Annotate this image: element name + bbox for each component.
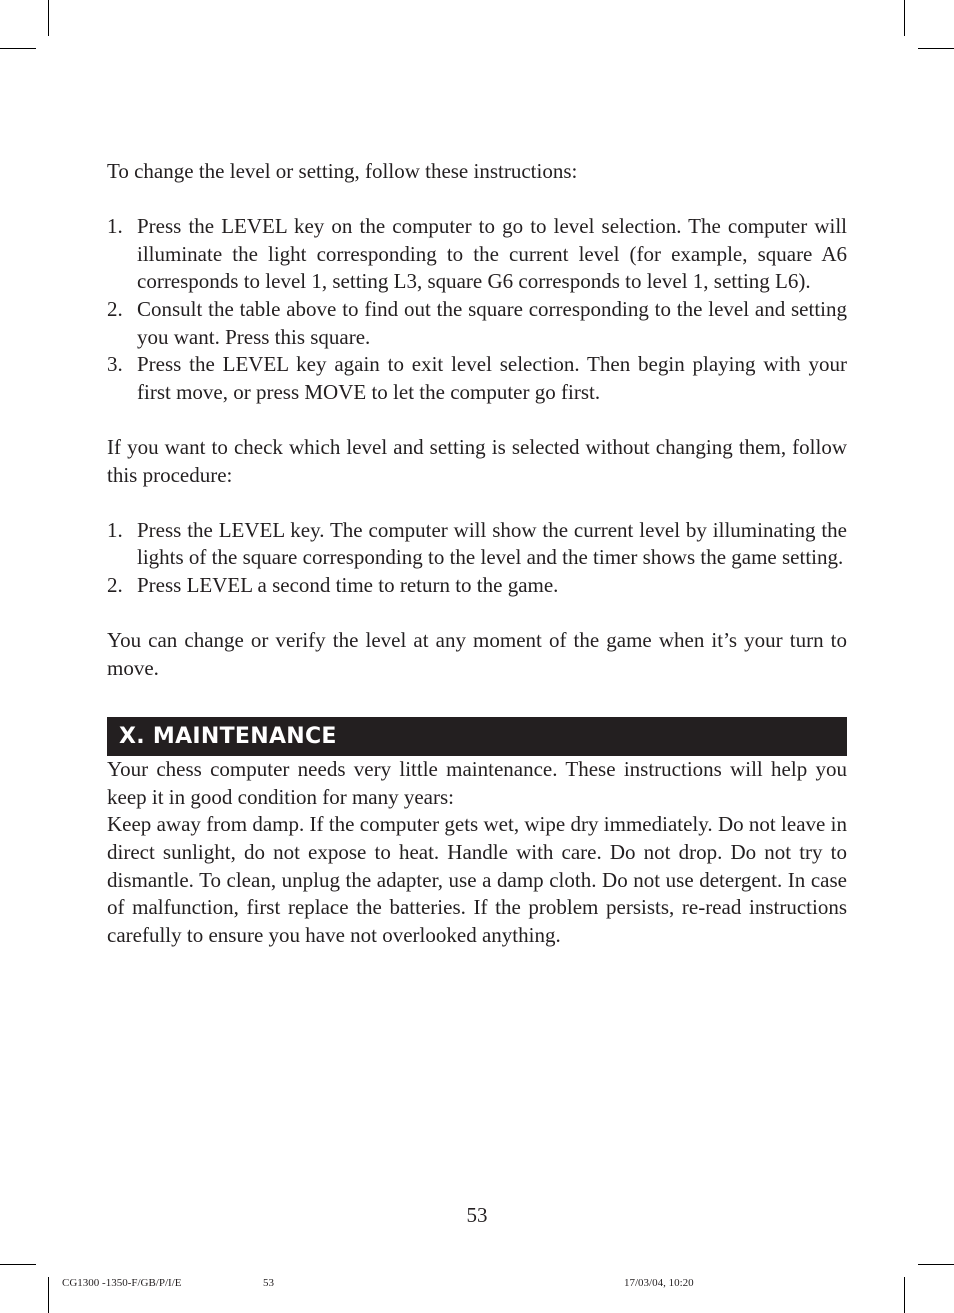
page-number: 53 bbox=[466, 1203, 488, 1227]
footer-code: CG1300 -1350-F/GB/P/I/E bbox=[62, 1277, 182, 1289]
check-intro-paragraph: If you want to check which level and setting is selected without changing them, follow this procedure: bbox=[107, 434, 847, 487]
any-moment-paragraph: You can change or verify the level at any moment of the game when it’s your turn to move. bbox=[107, 628, 847, 680]
footer-page: 53 bbox=[263, 1277, 274, 1289]
crop-mark-top-right-vertical bbox=[904, 0, 905, 36]
list-item: 1. Press the LEVEL key on the computer to go to level selection. The computer will illuminate the light corresponding to the current level (for example, square A6 corresponds to level 1, setting L3, square G6 corresponds to level 1, setting L6). bbox=[107, 214, 847, 294]
list-item: 2. Press LEVEL a second time to return to the game. bbox=[107, 572, 559, 597]
crop-mark-bottom-right-vertical bbox=[904, 1277, 905, 1313]
crop-mark-top-left-vertical bbox=[48, 0, 49, 36]
check-steps-list bbox=[107, 517, 847, 600]
intro-paragraph: To change the level or setting, follow these instructions: bbox=[107, 159, 578, 183]
crop-mark-bottom-left-horizontal bbox=[0, 1264, 36, 1265]
crop-mark-bottom-left-vertical bbox=[48, 1277, 49, 1313]
crop-mark-top-left-horizontal bbox=[0, 48, 36, 49]
list-item: 3. Press the LEVEL key again to exit level selection. Then begin playing with your first move, or press MOVE to let the computer go first. bbox=[107, 352, 847, 404]
maintenance-paragraph-1: Your chess computer needs very little maintenance. These instructions will help you keep it in good condition for many years: bbox=[107, 757, 847, 809]
crop-mark-bottom-right-horizontal bbox=[918, 1264, 954, 1265]
crop-mark-top-right-horizontal bbox=[918, 48, 954, 49]
page-content bbox=[107, 158, 847, 949]
list-item: 1. Press the LEVEL key. The computer will show the current level by illuminating the lights of the square corresponding to the level and the timer shows the game setting. bbox=[107, 517, 847, 570]
footer-datetime: 17/03/04, 10:20 bbox=[624, 1277, 694, 1289]
change-steps-list bbox=[107, 213, 847, 406]
section-heading-maintenance: X. MAINTENANCE bbox=[107, 717, 847, 756]
maintenance-paragraph-2: Keep away from damp. If the computer gets wet, wipe dry immediately. Do not leave in direct sunlight, do not expose to heat. Handle with care. Do not drop. Do not try to dismantle. To clean, unplug the adapter, use a damp cloth. Do not use detergent. In case of malfunction, first replace the batteries. If the problem persists, re-read instructions carefully to ensure you have not overlooked anything. bbox=[107, 812, 847, 947]
list-item: 2. Consult the table above to find out the square corresponding to the level and setting you want. Press this square. bbox=[107, 296, 847, 349]
